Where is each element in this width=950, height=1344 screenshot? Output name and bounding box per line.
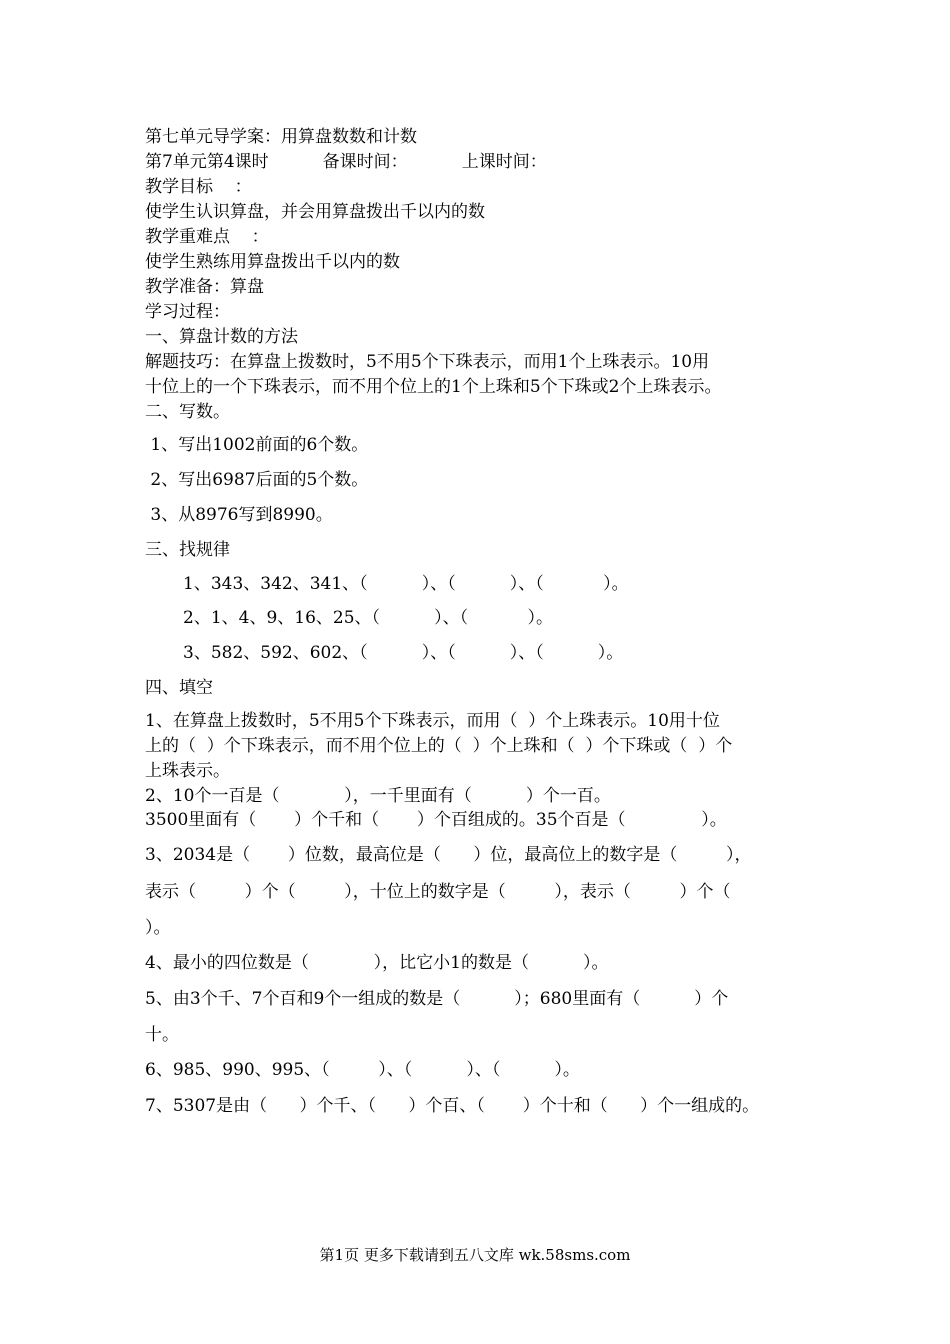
section2-heading: 二、写数。: [145, 402, 230, 422]
q3-line: 表示（ ）个（ ），十位上的数字是（ ），表示（ ）个（: [145, 882, 731, 902]
q7-line: 7、5307是由（ ）个千、（ ）个百、（ ）个十和（ ）个一组成的。: [145, 1096, 760, 1116]
objectives-text: 使学生认识算盘，并会用算盘拨出千以内的数: [145, 202, 485, 222]
q3-line: 3、2034是（ ）位数，最高位是（ ）位，最高位上的数字是（ ），: [145, 845, 752, 865]
objectives-heading: 教学目标 ：: [145, 177, 252, 197]
lesson-info: 第7单元第4课时 备课时间： 上课时间：: [145, 152, 547, 172]
section2-item: 2、写出6987后面的5个数。: [145, 470, 369, 490]
q2-line: 3500里面有（ ）个千和（ ）个百组成的。35个百是（ ）。: [145, 810, 727, 830]
section1-tip-line2: 十位上的一个下珠表示，而不用个位上的1个上珠和5个下珠或2个上珠表示。: [145, 377, 722, 397]
key-points-text: 使学生熟练用算盘拨出千以内的数: [145, 252, 400, 272]
q3-line: ）。: [145, 918, 171, 938]
q5-line: 5、由3个千、7个百和9个一组成的数是（ ）；680里面有（ ）个: [145, 989, 729, 1009]
section4-heading: 四、填空: [145, 678, 213, 698]
q4-line: 4、最小的四位数是（ ），比它小1的数是（ ）。: [145, 953, 609, 973]
q1-line: 上的（ ）个下珠表示，而不用个位上的（ ）个上珠和（ ）个下珠或（ ）个: [145, 736, 733, 756]
q2-line: 2、10个一百是（ ），一千里面有（ ）个一百。: [145, 786, 611, 806]
q6-line: 6、985、990、995、（ ）、（ ）、（ ）。: [145, 1060, 580, 1080]
section3-heading: 三、找规律: [145, 540, 230, 560]
key-points-heading: 教学重难点 ：: [145, 227, 269, 247]
section1-tip-line1: 解题技巧：在算盘上拨数时，5不用5个下珠表示，而用1个上珠表示。10用: [145, 352, 710, 372]
section1-heading: 一、算盘计数的方法: [145, 327, 298, 347]
page-footer: 第1页 更多下载请到五八文库 wk.58sms.com: [319, 1246, 631, 1264]
section3-item: 1、343、342、341、（ ）、（ ）、（ ）。: [183, 574, 629, 594]
section2-item: 1、写出1002前面的6个数。: [145, 435, 369, 455]
q1-line: 1、在算盘上拨数时，5不用5个下珠表示，而用（ ）个上珠表示。10用十位: [145, 711, 720, 731]
q5-line: 十。: [145, 1025, 179, 1045]
document-title: 第七单元导学案：用算盘数数和计数: [145, 127, 417, 147]
section3-item: 3、582、592、602、（ ）、（ ）、（ ）。: [183, 643, 624, 663]
section2-item: 3、从8976写到8990。: [145, 505, 333, 525]
q1-line: 上珠表示。: [145, 761, 230, 781]
preparation-line: 教学准备：算盘: [145, 277, 264, 297]
section3-item: 2、1、4、9、16、25、（ ）、（ ）。: [183, 608, 554, 628]
process-heading: 学习过程：: [145, 302, 230, 322]
